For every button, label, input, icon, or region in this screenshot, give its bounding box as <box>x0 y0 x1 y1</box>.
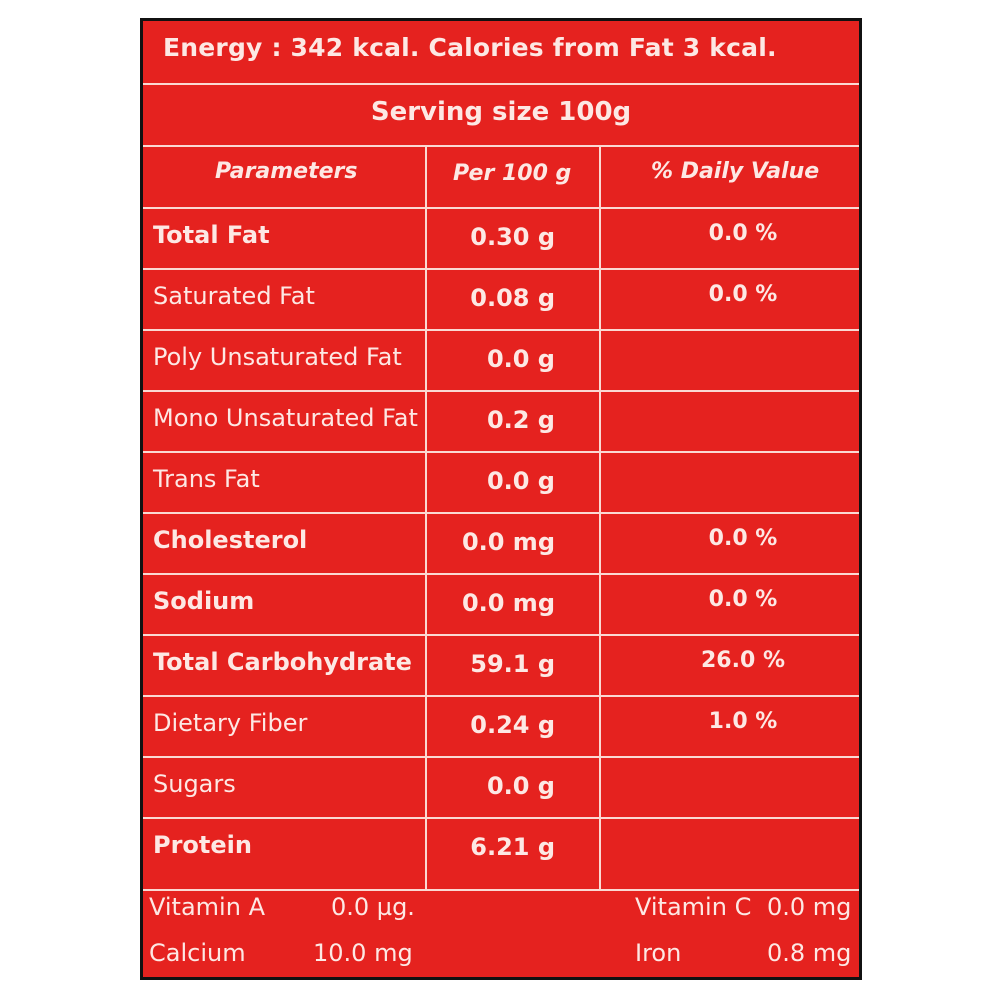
nutrient-name: Sodium <box>153 587 255 615</box>
divider <box>143 83 859 85</box>
divider <box>143 889 859 891</box>
nutrient-name: Trans Fat <box>153 465 260 493</box>
nutrient-value: 0.0 mg <box>461 528 555 556</box>
nutrient-name: Poly Unsaturated Fat <box>153 343 402 371</box>
row-divider <box>143 390 859 392</box>
nutrient-value: 0.0 g <box>486 467 555 495</box>
nutrition-facts-panel <box>140 18 862 980</box>
row-divider <box>143 634 859 636</box>
header-parameters: Parameters <box>215 159 358 184</box>
row-divider <box>143 573 859 575</box>
nutrient-name: Total Fat <box>153 221 270 249</box>
serving-size: Serving size 100g <box>370 97 632 127</box>
nutrient-value: 0.0 g <box>486 345 555 373</box>
nutrient-value: 0.24 g <box>470 711 555 739</box>
nutrient-value: 6.21 g <box>470 833 555 861</box>
daily-value: 0.0 % <box>708 587 778 612</box>
calcium-value: 10.0 mg <box>313 939 413 967</box>
daily-value: 0.0 % <box>708 526 778 551</box>
row-divider <box>143 329 859 331</box>
row-divider <box>143 268 859 270</box>
iron-label: Iron <box>635 939 682 967</box>
row-divider <box>143 451 859 453</box>
daily-value: 1.0 % <box>708 709 778 734</box>
nutrient-name: Cholesterol <box>153 526 308 554</box>
nutrient-name: Saturated Fat <box>153 282 315 310</box>
nutrient-value: 0.0 g <box>486 772 555 800</box>
row-divider <box>143 207 859 209</box>
row-divider <box>143 512 859 514</box>
nutrient-name: Protein <box>153 831 252 859</box>
energy-line: Energy : 342 kcal. Calories from Fat 3 kcal. <box>163 33 777 62</box>
nutrient-name: Total Carbohydrate <box>153 648 412 676</box>
row-divider <box>143 756 859 758</box>
vitamin-c-label: Vitamin C <box>635 893 752 921</box>
nutrient-name: Sugars <box>153 770 236 798</box>
daily-value: 0.0 % <box>708 282 778 307</box>
nutrient-value: 0.30 g <box>470 223 555 251</box>
nutrient-value: 0.08 g <box>470 284 555 312</box>
nutrient-name: Mono Unsaturated Fat <box>153 404 418 432</box>
daily-value: 0.0 % <box>708 221 778 246</box>
vitamin-a-value: 0.0 µg. <box>331 893 415 921</box>
vitamin-a-label: Vitamin A <box>149 893 265 921</box>
vitamin-c-value: 0.0 mg <box>767 893 852 921</box>
column-divider <box>599 145 601 890</box>
nutrient-value: 59.1 g <box>470 650 555 678</box>
nutrient-name: Dietary Fiber <box>153 709 308 737</box>
daily-value: 26.0 % <box>701 648 785 673</box>
nutrient-value: 0.0 mg <box>461 589 555 617</box>
row-divider <box>143 695 859 697</box>
header-daily-value: % Daily Value <box>651 159 820 184</box>
iron-value: 0.8 mg <box>767 939 852 967</box>
divider <box>143 145 859 147</box>
row-divider <box>143 817 859 819</box>
nutrient-value: 0.2 g <box>486 406 555 434</box>
calcium-label: Calcium <box>149 939 246 967</box>
header-per-100g: Per 100 g <box>453 161 572 186</box>
